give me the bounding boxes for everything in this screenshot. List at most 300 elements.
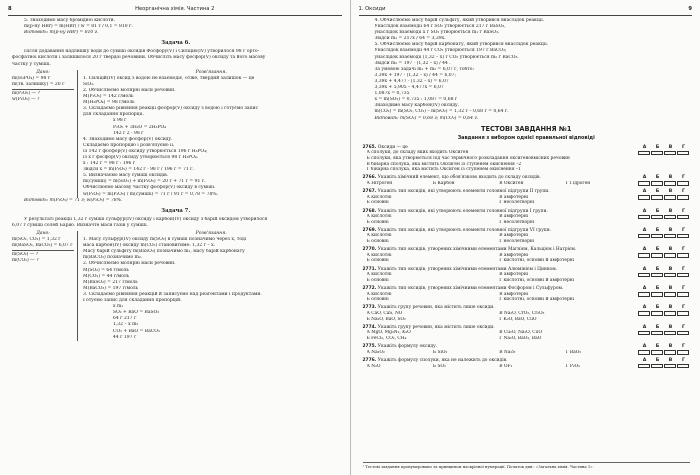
answer-option: Б основні: [366, 277, 389, 283]
answer-grid-letter: А: [642, 208, 647, 214]
answer-grid-letter: А: [642, 286, 647, 291]
answer-grid-letter: А: [642, 344, 647, 350]
test-question: [363, 286, 691, 303]
test-question: [363, 209, 691, 226]
question-number: 2766.: [362, 175, 377, 181]
equation-line: 44 г 197 г: [113, 334, 137, 340]
answer-checkbox[interactable]: [677, 311, 689, 316]
answer-checkbox[interactable]: [664, 151, 676, 156]
task6-given-solution: [12, 70, 340, 198]
question-prompt: Укажіть тип оксидів, утворених хімічними елементами Магнієм, Кальцієм і Натрієм.: [377, 247, 577, 253]
answer-grid-letter: Б: [655, 266, 660, 272]
calc-line: Унаслідок взаємодії 64 г SO₂ утворюється 217 г BaSO₃,: [374, 24, 506, 30]
answer-grid-letter: Б: [655, 227, 660, 233]
answer-grid: [638, 344, 690, 355]
answer-grid-cells: [638, 151, 690, 156]
solution-line: 1. Масу сульфур(IV) оксиду m(SO₂) в суміші позначимо через x, тоді: [83, 237, 247, 243]
calc-line: За умовою задачі m₁ + m₂ = 6,07 г, тобто:: [374, 66, 474, 72]
answer-grid-letter: В: [668, 227, 673, 233]
answer-grid: [638, 325, 690, 336]
answer-option: Г кислотні, основні й амфотерні: [499, 277, 575, 283]
answer-checkbox[interactable]: [651, 195, 663, 200]
answer-option: В амфотерні: [499, 233, 529, 239]
answer-option: А N₂O: [366, 363, 381, 369]
answer-grid-letter: В: [668, 189, 673, 195]
given-divider: [12, 89, 74, 90]
question-number: 2772.: [362, 286, 377, 291]
answer-grid-letter: Б: [655, 305, 660, 311]
answer-grid: [638, 267, 690, 278]
calc-line: унаслідок взаємодії x г SO₂ утворюється m₁ г BaSO₃.: [374, 30, 500, 36]
given-item: m(SO₂, CO₂) = 1,32 г: [12, 237, 61, 243]
answer-checkbox[interactable]: [651, 234, 663, 239]
task-statement: У результаті реакції 1,32 г суміші сульфур(IV) оксиду і карбон(IV) оксиду з барій оксидом утворилося: [24, 216, 268, 222]
answer-grid-cells: [638, 273, 690, 278]
answer-grid-letter: Б: [655, 189, 660, 195]
answer-checkbox[interactable]: [651, 151, 663, 156]
given-item: m(H₃PO₄) = 98 г: [12, 75, 51, 81]
calc-line: 1,087x = 0,735: [374, 91, 410, 97]
equation-line: 142 г 2 · 98 г: [113, 130, 144, 136]
answer-option: Б Карбон: [432, 180, 455, 186]
answer-checkbox[interactable]: [651, 364, 663, 369]
answer-checkbox[interactable]: [677, 350, 689, 355]
right-page-header: [359, 6, 693, 16]
answer-grid-cells: [638, 234, 690, 239]
answer-checkbox[interactable]: [677, 331, 689, 336]
answer-grid-cells: [638, 311, 690, 316]
question-prompt: Укажіть групу речовин, яка містить лише оксиди.: [377, 324, 495, 330]
answer-checkbox[interactable]: [638, 331, 650, 336]
answer-checkbox[interactable]: [638, 311, 650, 316]
answer-grid-cells: [638, 195, 690, 200]
find-item: m(SO₂) — ?: [12, 252, 39, 258]
answer-grid-letter: В: [668, 247, 673, 253]
solution-line: Складаємо пропорцію і розв'язуємо її.: [83, 142, 175, 148]
solution-line: M(H₃PO₄) = 98 г/моль: [83, 100, 135, 106]
answer-checkbox[interactable]: [638, 151, 650, 156]
solution-line: 3. Складаємо рівняння реакції фосфор(V) оксиду з водою і готуємо запис: [83, 106, 259, 112]
answer-grid: [638, 209, 690, 220]
answer-checkbox[interactable]: [651, 350, 663, 355]
answer-checkbox[interactable]: [664, 273, 676, 278]
answer-grid-letter: А: [642, 189, 647, 195]
calc-line: Знаходимо масу карбон(IV) оксиду.: [374, 103, 460, 109]
answer-checkbox[interactable]: [638, 195, 650, 200]
answer-grid-letter: Г: [682, 208, 685, 214]
answer-grid: [638, 286, 690, 297]
answer-grid-letter: Г: [682, 286, 685, 291]
solution-line: M(CO₂) = 44 г/моль: [83, 273, 130, 279]
answer-checkbox[interactable]: [664, 181, 676, 186]
answer-option: Б Na₂O, BaO, SO₂: [366, 316, 406, 322]
answer-checkbox[interactable]: [677, 273, 689, 278]
answer-checkbox[interactable]: [664, 292, 676, 297]
answer-checkbox[interactable]: [664, 253, 676, 258]
solution-line: Звідси x = m(P₂O₅) = 142 г · 98 г / 196 г = 71 г.: [83, 167, 194, 173]
answer-option: Г несолетворні: [499, 219, 535, 225]
test-question: [363, 189, 691, 206]
equation-line: SO₂ + BaO = BaSO₃: [113, 310, 160, 316]
answer-grid-cells: [638, 331, 690, 336]
answer-options: [363, 233, 633, 244]
left-running-title: Неорганічна хімія. Частина 2: [135, 6, 215, 12]
task-heading: Задача 6.: [161, 40, 191, 47]
solution-line: w(P₂O₅) = m(P₂O₅) / m(суміші) = 71 г / 91 г = 0,78 = 78%.: [83, 191, 219, 197]
answer-grid: [638, 228, 690, 239]
answer-grid-letter: Г: [682, 227, 685, 233]
test-question: [363, 145, 691, 173]
equation-line: x m₁: [113, 304, 124, 310]
answer-grid: [638, 358, 690, 369]
answer-option: А Na₂O₂: [366, 349, 385, 355]
solution-line: M(BaCO₃) = 197 г/моль: [83, 285, 139, 291]
calc-line: 3,39x + 4,477 · (1,32 – x) = 6,07: [374, 78, 449, 84]
calc-line: 3,39x + 5,905 – 4,477x = 6,07: [374, 85, 444, 91]
answer-grid-letter: Г: [682, 324, 685, 330]
test-questions: [363, 145, 691, 369]
answer-option: А MgO, Mg₃N₂, K₂O: [366, 330, 411, 336]
test-question: [363, 228, 691, 245]
answer-option: В OF₂: [499, 363, 513, 369]
answer-checkbox[interactable]: [651, 181, 663, 186]
answer-option: Г Na₂O, BaO₂, BaO: [499, 335, 542, 341]
test-question: [363, 358, 691, 369]
question-prompt: Укажіть тип оксидів, утворених хімічними елементами Алюмінієм і Цинком.: [377, 266, 558, 272]
answer-checkbox[interactable]: [651, 253, 663, 258]
answer-option: А Нітроген: [366, 180, 393, 186]
right-running-title: 1. Оксиди: [358, 6, 386, 12]
question-number: 2776.: [362, 357, 377, 363]
solution-column: [83, 231, 340, 341]
answer-checkbox[interactable]: [664, 234, 676, 239]
question-number: 2765.: [362, 144, 377, 150]
answer-option: Г кислотні, основні й амфотерні: [499, 258, 575, 264]
question-number: 2770.: [362, 247, 377, 253]
question-prompt: Укажіть тип оксидів, які утворюють елементи головної підгрупи II групи.: [377, 189, 550, 195]
question-prompt: Укажіть групу речовин, яка містить лише оксиди.: [377, 305, 495, 311]
answer-grid-letter: В: [668, 344, 673, 350]
answer-option: Б основні: [366, 200, 389, 206]
find-item: w(P₂O₅) — ?: [12, 97, 40, 103]
answer-checkbox[interactable]: [651, 273, 663, 278]
task-statement: частку у суміші.: [12, 61, 51, 67]
task-statement: Після додавання надлишку води до суміші оксидів Фосфору(V) і Силіцію(IV) утворилося 98 г орто-: [24, 49, 260, 55]
answer-option: Б основні: [366, 239, 389, 245]
right-page: [351, 0, 700, 475]
solution-line: 2. Обчислюємо молярні маси речовин.: [83, 87, 176, 93]
answer-checkbox[interactable]: [677, 151, 689, 156]
left-page-header: [8, 6, 342, 16]
given-header: Дано:: [36, 231, 50, 236]
question-number: 2775.: [362, 344, 377, 350]
answer-option: В бінарна сполука, яка містить Оксиген із ступенем окиснення –2: [366, 161, 522, 167]
question-number: 2768.: [362, 208, 377, 214]
question-prompt: Укажіть формулу оксиду.: [377, 344, 438, 350]
solution-line: 3. Складаємо рівняння реакцій й записуємо над реагентами і продуктами.: [83, 291, 262, 297]
answer-line: Відповідь: m(SO₂) = 0,68 г; m(CO₂) = 0,64 г.: [374, 115, 479, 121]
solution-line: Масу барій сульфіту m(BaSO₃) позначимо m₁, масу барій карбонату: [83, 249, 245, 255]
find-item: m(P₂O₅) — ?: [12, 90, 40, 96]
answer-checkbox[interactable]: [638, 364, 650, 369]
answer-checkbox[interactable]: [664, 331, 676, 336]
answer-grid-letter: Г: [682, 247, 685, 253]
answer-grid-letter: В: [668, 208, 673, 214]
solution-line: маса карбон(IV) оксиду m(CO₂) становитиме: 1,32 г – x.: [83, 243, 216, 249]
given-column: [12, 231, 78, 341]
answer-grid-letter: Б: [655, 175, 660, 181]
answer-checkbox[interactable]: [677, 253, 689, 258]
solution-line: M(P₂O₅) = 142 г/моль: [83, 94, 134, 100]
solution-line: Із 142 г фосфор(V) оксиду утворюється 196 г H₃PO₄;: [83, 148, 208, 154]
calc-line: унаслідок взаємодії (1,32 – x) г CO₂ утворюється m₂ г BaCO₃.: [374, 54, 519, 60]
given-divider: [12, 250, 74, 251]
answer-grid-letter: А: [642, 144, 647, 150]
answer-grid-letter: А: [642, 305, 647, 311]
question-prompt: Оксиди — це: [377, 144, 408, 150]
answer-option: Г Гідроген: [565, 180, 591, 186]
answer-grid: [638, 189, 690, 200]
question-prompt: Укажіть тип оксидів, які утворюють елементи головної підгрупи VI групи.: [377, 227, 552, 233]
equation-line: CO₂ + BaO = BaCO₃: [113, 328, 160, 334]
answer-option: Г кислотні, основні й амфотерні: [499, 297, 575, 303]
answer-checkbox[interactable]: [664, 215, 676, 220]
answer-option: Б основні: [366, 258, 389, 264]
answer-grid-letter: Б: [655, 208, 660, 214]
answer-checkbox[interactable]: [677, 292, 689, 297]
answer-grid-cells: [638, 181, 690, 186]
solution-column: [83, 70, 340, 198]
answer-grid-letter: А: [642, 247, 647, 253]
task-statement: фосфатної кислоти і залишилося 20 г твердої речовини. Обчисліть масу фосфор(V) оксиду та його масову: [12, 55, 266, 61]
test-question: [363, 325, 691, 342]
answer-option: Б основні: [366, 297, 389, 303]
answer-grid-letter: А: [642, 266, 647, 272]
answer-checkbox[interactable]: [664, 364, 676, 369]
answer-checkbox[interactable]: [677, 364, 689, 369]
answer-checkbox[interactable]: [664, 311, 676, 316]
solution-line: 2. Обчислюємо молярні маси речовин.: [83, 261, 176, 267]
answer-checkbox[interactable]: [638, 215, 650, 220]
answer-grid: [638, 145, 690, 156]
answer-option: А кислотні: [366, 214, 392, 220]
solution-line: m(BaCO₃) позначимо m₂.: [83, 255, 143, 261]
answer-line: Відповідь: m(р-ну HBr) = 810 г.: [24, 30, 99, 36]
solution-header: Розв'язання.: [195, 69, 227, 75]
solution-line: 1. Силіцій(IV) оксид з водою не взаємодіє, отже, твердий залишок — це: [83, 75, 255, 81]
answer-options: [363, 214, 633, 225]
test-section-title: ТЕСТОВІ ЗАВДАННЯ №1: [481, 124, 572, 133]
text-line: m(р-ну HBr) = m(HBr) / w = 81 г / 0,1 = 810 г.: [24, 24, 133, 30]
answer-grid-cells: [638, 292, 690, 297]
answer-grid-letter: А: [642, 227, 647, 233]
answer-checkbox[interactable]: [677, 195, 689, 200]
answer-option: А кислотні: [366, 233, 392, 239]
answer-option: Г бінарна сполука, яка містить Оксиген із ступенем окиснення –1: [366, 167, 521, 173]
equation-line: 64 г 217 г: [113, 316, 137, 322]
answer-grid-letter: Г: [682, 189, 685, 195]
answer-option: Б основні: [366, 219, 389, 225]
footnote: ¹ Тестові завдання пронумеровано за принципом наскрізної нумерації. Початок див.: «Загальна хімія. Частина 1».: [363, 462, 691, 470]
answer-checkbox[interactable]: [638, 292, 650, 297]
answer-checkbox[interactable]: [638, 273, 650, 278]
test-question: [363, 344, 691, 355]
question-prompt: Укажіть хімічний елемент, що обов'язково входить до складу оксидів.: [377, 175, 541, 181]
solution-line: SiO₂.: [83, 81, 95, 87]
answer-option: В амфотерні: [499, 214, 529, 220]
solution-line: із x г фосфор(V) оксиду утворюється 98 г H₃PO₄.: [83, 154, 199, 160]
right-page-number: 9: [688, 6, 692, 12]
answer-option: Г P₂O₅: [565, 363, 581, 369]
test-section-subtitle: Завдання з вибором однієї правильної відповіді: [457, 134, 595, 141]
answer-checkbox[interactable]: [651, 311, 663, 316]
answer-grid-letter: В: [668, 357, 673, 363]
answer-option: В Na₂S: [499, 349, 516, 355]
calc-line: 3,39x + 197 · (1,32 – x) / 44 = 6,07;: [374, 72, 457, 78]
answer-options: [363, 181, 633, 187]
answer-option: В Na₂O, CrO₃, Cr₂O₃: [499, 310, 545, 316]
answer-grid-cells: [638, 253, 690, 258]
calc-line: m(CO₂) = m(SO₂, CO₂) – m(SO₂) = 1,32 г – 0,68 г = 0,64 г.: [374, 109, 509, 115]
solution-line: m(суміші) = m(SiO₂) + m(P₂O₅) = 20 г + 71 г = 91 г.: [83, 179, 206, 185]
answer-grid-letter: Г: [682, 175, 685, 181]
answer-grid: [638, 247, 690, 258]
answer-checkbox[interactable]: [651, 331, 663, 336]
answer-option: Г BaO₂: [565, 349, 582, 355]
answer-option: В Оксиген: [499, 180, 524, 186]
question-number: 2774.: [362, 324, 377, 330]
left-page-content: [12, 18, 340, 341]
answer-grid-letter: Г: [682, 305, 685, 311]
answer-options: [363, 350, 633, 356]
question-number: 2767.: [362, 189, 377, 195]
answer-checkbox[interactable]: [638, 253, 650, 258]
task-heading: Задача 7.: [161, 207, 191, 214]
answer-option: А кислотні: [366, 291, 392, 297]
answer-grid-letter: Г: [682, 266, 685, 272]
solution-header: Розв'язання.: [195, 231, 227, 236]
task-statement: 6,07 г суміші солей Барію. Визначте маси газів у суміші.: [12, 222, 148, 228]
answer-options: [363, 195, 633, 206]
answer-option: Г несолетворні: [499, 200, 535, 206]
right-page-content: [363, 18, 691, 372]
answer-options: [363, 292, 633, 303]
answer-checkbox[interactable]: [664, 350, 676, 355]
solution-line: x : 142 г = 98 г : 196 г: [83, 161, 136, 167]
question-prompt: Укажіть тип оксидів, які утворюють елементи головної підгрупи I групи.: [377, 208, 548, 214]
answer-checkbox[interactable]: [664, 195, 676, 200]
answer-option: Б SO₂: [432, 363, 446, 369]
answer-options: [363, 364, 633, 370]
answer-grid-letter: Б: [655, 286, 660, 291]
calc-line: x = m(SO₂) = 0,735 : 1,087 = 0,68 г: [374, 97, 458, 103]
answer-option: Б FeCl₂, CO₂, CH₄: [366, 335, 407, 341]
answer-grid-letter: А: [642, 175, 647, 181]
answer-option: Г несолетворні: [499, 239, 535, 245]
given-header: Дано:: [36, 69, 50, 75]
equation-line: P₂O₅ + 3H₂O = 2H₃PO₄: [113, 124, 166, 130]
solution-line: Готуємо запис для складання пропорцій.: [83, 298, 182, 304]
answer-option: А кислотні: [366, 252, 392, 258]
answer-option: В амфотерні: [499, 291, 529, 297]
answer-option: В Cu₂O, Na₂O, CuO: [499, 330, 543, 336]
calc-line: 4. Обчислюємо масу барій сульфіту, який утворився внаслідок реакції.: [374, 18, 545, 23]
answer-grid-letter: А: [642, 357, 647, 363]
answer-checkbox[interactable]: [651, 292, 663, 297]
solution-line: для складання пропорції.: [83, 112, 144, 118]
answer-option: А кислотні: [366, 194, 392, 200]
answer-checkbox[interactable]: [651, 215, 663, 220]
answer-option: В амфотерні: [499, 272, 529, 278]
equation-line: 1,32 – x m₂: [113, 322, 139, 328]
answer-grid-letter: В: [668, 305, 673, 311]
answer-option: А кислотні: [366, 272, 392, 278]
answer-option: В амфотерні: [499, 194, 529, 200]
answer-grid-letter: В: [668, 324, 673, 330]
question-number: 2769.: [362, 227, 377, 233]
answer-options: [363, 311, 633, 322]
equation-line: x 98 г: [113, 118, 127, 124]
solution-line: 5. Визначаємо масу суміші оксидів.: [83, 173, 169, 179]
answer-checkbox[interactable]: [638, 350, 650, 355]
answer-grid-letter: Г: [682, 357, 685, 363]
calc-line: 5. Обчислюємо масу барій карбонату, який утворився внаслідок реакції.: [374, 42, 549, 48]
answer-option: Б сполуки, яка утворюється під час термічного розкладання оксигеновмісних речовин: [366, 155, 570, 161]
answer-grid-letter: В: [668, 266, 673, 272]
answer-options: [363, 150, 633, 172]
answer-checkbox[interactable]: [677, 181, 689, 186]
answer-grid-cells: [638, 364, 690, 369]
answer-options: [363, 330, 633, 341]
answer-grid-letter: Г: [682, 144, 685, 150]
test-question: [363, 267, 691, 284]
answer-option: Б SiO₂: [432, 349, 448, 355]
calc-line: Звідси m₁ = 217x / 64 = 3,39x.: [374, 36, 446, 42]
answer-grid-letter: Б: [655, 247, 660, 253]
question-number: 2771.: [362, 266, 377, 272]
answer-grid-letter: Б: [655, 144, 660, 150]
answer-checkbox[interactable]: [677, 215, 689, 220]
answer-option: А сполуки, до складу яких входить Оксиген: [366, 150, 469, 156]
given-column: [12, 70, 78, 198]
answer-option: В амфотерні: [499, 252, 529, 258]
answer-grid: [638, 175, 690, 186]
answer-grid-cells: [638, 350, 690, 355]
answer-checkbox[interactable]: [638, 234, 650, 239]
answer-grid: [638, 305, 690, 316]
answer-checkbox[interactable]: [677, 234, 689, 239]
answer-options: [363, 253, 633, 264]
answer-option: А CaO, CaS, NO: [366, 310, 403, 316]
solution-line: 4. Знаходимо масу фосфор(V) оксиду.: [83, 136, 173, 142]
solution-line: M(SO₂) = 64 г/моль: [83, 267, 129, 273]
given-item: m(тв. залишку) = 20 г: [12, 81, 65, 87]
text-line: 5. Знаходимо масу бромідної кислоти.: [24, 18, 116, 23]
left-page-number: 8: [8, 6, 12, 12]
calc-line: Звідси m₂ = 197 · (1,32 – x) / 44 .: [374, 60, 451, 66]
answer-checkbox[interactable]: [638, 181, 650, 186]
solution-line: M(BaSO₃) = 217 г/моль: [83, 279, 138, 285]
task7-given-solution: [12, 231, 340, 341]
test-question: [363, 305, 691, 322]
answer-grid-letter: В: [668, 286, 673, 291]
answer-grid-letter: Г: [682, 344, 685, 350]
question-prompt: Укажіть формулу сполуки, яка не належить до оксидів.: [377, 357, 508, 363]
answer-option: Г K₂O, BaO, CuO: [499, 316, 537, 322]
solution-line: Обчислюємо масову частку фосфор(V) оксиду в суміші.: [83, 185, 216, 191]
question-number: 2773.: [362, 305, 377, 311]
test-question: [363, 175, 691, 186]
